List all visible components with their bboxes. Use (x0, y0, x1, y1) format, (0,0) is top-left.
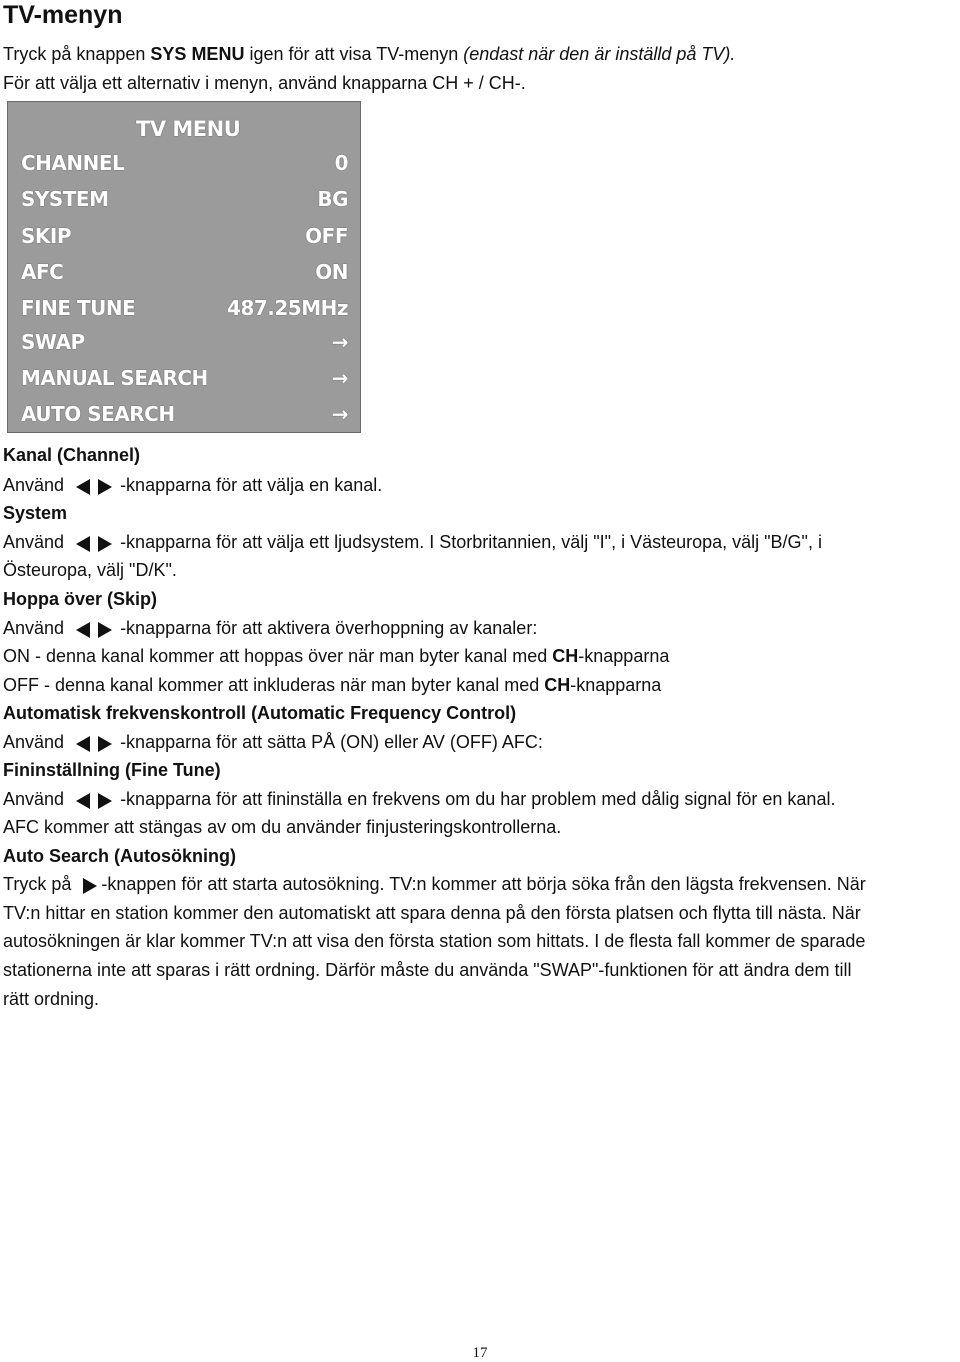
heading-auto-search: Auto Search (Autosökning) (3, 846, 236, 866)
left-right-arrow-icons (72, 620, 116, 642)
heading-channel: Kanal (Channel) (3, 445, 141, 465)
left-right-arrow-icons (72, 534, 116, 556)
skip-text: Använd -knapparna för att aktivera överhoppning av kanaler: (3, 617, 537, 642)
system-text: Använd -knapparna för att välja ett ljudsystem. I Storbritannien, välj "I", i Västeuropa, välj "B/G", i (3, 531, 822, 556)
tv-menu-row-system: SYSTEM BG (21, 187, 348, 211)
fine-tune-text: Använd -knapparna för att fininställa en frekvens om du har problem med dålig signal för en kanal. (3, 788, 835, 813)
tv-menu-row-skip: SKIP OFF (21, 224, 348, 248)
triangle-left-icon (72, 534, 94, 554)
fine-tune-text-cont: AFC kommer att stängas av om du använder finjusteringskontrollerna. (3, 817, 562, 837)
triangle-right-icon (94, 477, 116, 497)
tv-menu-row-auto-search: AUTO SEARCH → (21, 402, 348, 426)
auto-search-line-3: autosökningen är klar kommer TV:n att visa den första station som hittats. I de flesta fall kommer de sparade (3, 931, 866, 951)
heading-system: System (3, 503, 68, 523)
triangle-right-icon (94, 534, 116, 554)
arrow-right-icon: → (331, 402, 348, 426)
left-right-arrow-icons (72, 791, 116, 813)
triangle-left-icon (72, 620, 94, 640)
triangle-left-icon (72, 791, 94, 811)
page-number: 17 (472, 1345, 488, 1361)
right-arrow-icon-wrap (79, 876, 101, 898)
arrow-right-icon: → (331, 366, 348, 390)
tv-menu-title: TV MENU (136, 117, 241, 141)
channel-text: Använd -knapparna för att välja en kanal. (3, 474, 382, 499)
auto-search-line-2: TV:n hittar en station kommer den automatiskt att spara denna på den första platsen och flytta till nästa. När (3, 903, 861, 923)
triangle-left-icon (72, 477, 94, 497)
intro-line-1: Tryck på knappen SYS MENU igen för att visa TV-menyn (endast när den är inställd på TV). (3, 44, 736, 64)
skip-on-text: ON - denna kanal kommer att hoppas över när man byter kanal med CH-knapparna (3, 646, 670, 666)
afc-text: Använd -knapparna för att sätta PÅ (ON) eller AV (OFF) AFC: (3, 731, 543, 756)
intro-line-2: För att välja ett alternativ i menyn, använd knapparna CH + / CH-. (3, 73, 526, 93)
page-title: TV-menyn (3, 1, 123, 29)
tv-menu-row-fine-tune: FINE TUNE 487.25MHz (21, 296, 348, 320)
heading-afc: Automatisk frekvenskontroll (Automatic Frequency Control) (3, 703, 517, 723)
left-right-arrow-icons (72, 734, 116, 756)
arrow-right-icon: → (331, 330, 348, 354)
tv-menu-row-channel: CHANNEL 0 (21, 151, 348, 175)
heading-skip: Hoppa över (Skip) (3, 589, 158, 609)
tv-menu-screenshot (7, 101, 361, 433)
tv-menu-row-swap: SWAP → (21, 330, 348, 354)
tv-menu-row-afc: AFC ON (21, 260, 348, 284)
system-text-cont: Östeuropa, välj "D/K". (3, 560, 177, 580)
left-right-arrow-icons (72, 477, 116, 499)
sys-menu-key: SYS MENU (150, 44, 245, 64)
triangle-right-icon (94, 791, 116, 811)
heading-fine-tune: Fininställning (Fine Tune) (3, 760, 221, 780)
triangle-right-icon (94, 620, 116, 640)
auto-search-line-4: stationerna inte att sparas i rätt ordning. Därför måste du använda "SWAP"-funktionen för att ändra dem till (3, 960, 852, 980)
triangle-right-icon (79, 876, 101, 896)
auto-search-text: Tryck på -knappen för att starta autosökning. TV:n kommer att börja söka från den lägsta frekvensen. När (3, 873, 866, 898)
triangle-right-icon (94, 734, 116, 754)
auto-search-line-5: rätt ordning. (3, 989, 100, 1009)
tv-menu-row-manual-search: MANUAL SEARCH → (21, 366, 348, 390)
triangle-left-icon (72, 734, 94, 754)
skip-off-text: OFF - denna kanal kommer att inkluderas när man byter kanal med CH-knapparna (3, 675, 662, 695)
